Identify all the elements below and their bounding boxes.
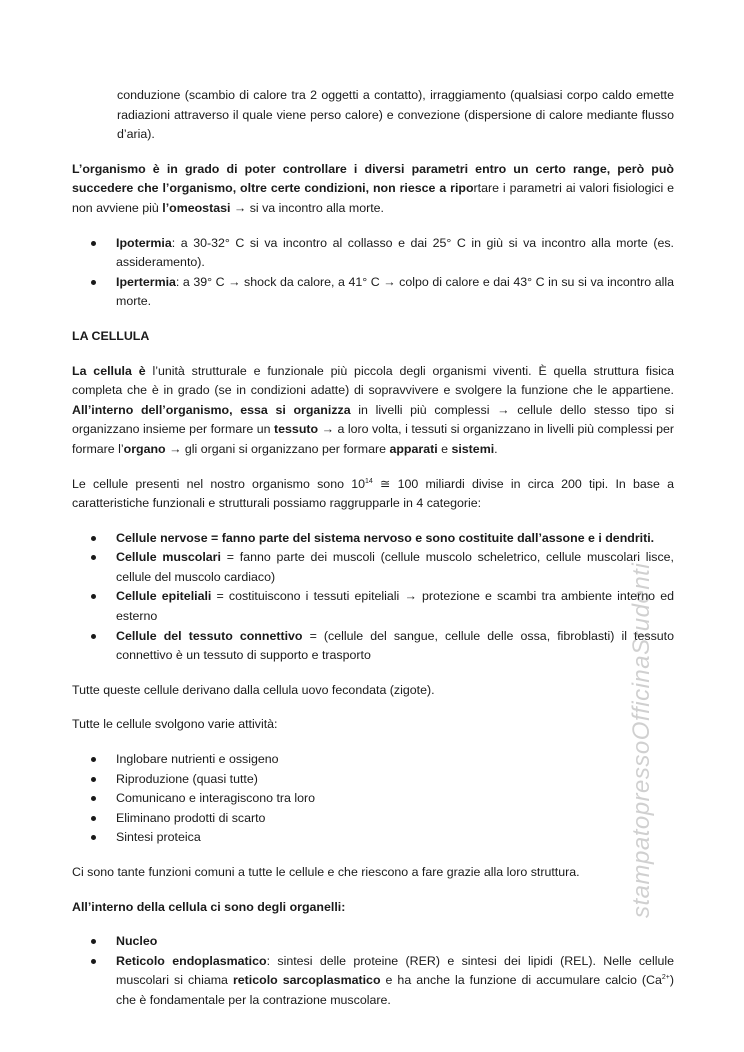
list-item-term: Cellule nervose xyxy=(116,530,208,545)
list-item-text: = fanno parte dei muscoli (cellule muscolo scheletrico, cellule muscolari lisce, cellule del muscolo cardiaco) xyxy=(116,550,674,584)
list-item xyxy=(72,789,674,809)
bullet-icon xyxy=(91,536,96,541)
list-item xyxy=(72,529,674,549)
cell-bold-6: sistemi xyxy=(451,441,495,456)
reticulum-text-3: ) che è fondamentale per la contrazione muscolare. xyxy=(116,973,674,1007)
homeostasis-text: rtare i parametri ai valori fisiologici e non avviene più xyxy=(72,181,674,215)
cell-text-3: → a loro volta, i tessuti si organizzano in livelli più complessi per formare l’ xyxy=(72,422,675,456)
list-item-term: Ipotermia xyxy=(116,235,172,250)
homeostasis-tail: → si va incontro alla morte. xyxy=(230,200,385,215)
cell-definition-paragraph xyxy=(72,362,674,460)
list-item-text: Eliminano prodotti di scarto xyxy=(116,810,266,825)
bullet-icon xyxy=(91,777,96,782)
list-item-text: = (cellule del sangue, cellule delle ossa, fibroblasti) il tessuto connettivo è un tessuto di supporto e trasporto xyxy=(116,628,675,663)
cell-text-5: e xyxy=(437,441,452,456)
bullet-icon xyxy=(91,241,96,246)
list-item xyxy=(72,750,674,770)
count-text-after: ≅ 100 miliardi divise in circa 200 tipi. In base a caratteristiche funzionali e strutturali possiamo raggrupparle in 4 categorie: xyxy=(72,476,674,511)
reticulum-text-2: e ha anche la funzione di accumulare calcio (Ca xyxy=(380,973,662,988)
list-item xyxy=(72,587,674,626)
list-item-text: : a 39° C → shock da calore, a 41° C → colpo di calore e dai 43° C in su si va incontro alla morte. xyxy=(116,274,674,309)
reticulum-text-1: : sintesi delle proteine (RER) e sintesi dei lipidi (REL). Nelle cellule muscolari si chiama xyxy=(116,953,674,988)
list-item xyxy=(72,809,674,829)
list-item-text: = fanno parte del sistema nervoso e sono costituite dall’assone e i dendriti. xyxy=(207,530,655,545)
cell-text-6: . xyxy=(494,441,498,456)
cell-bold-5: apparati xyxy=(389,441,438,456)
activities-intro: Tutte le cellule svolgono varie attività: xyxy=(72,717,278,732)
watermark: stampatopressoOfficinaStudenti xyxy=(628,562,655,918)
list-item-term: Ipertermia xyxy=(116,274,176,289)
document-page xyxy=(72,86,674,1011)
bullet-icon xyxy=(91,594,96,599)
list-item-term: Cellule epiteliali xyxy=(116,589,212,604)
bullet-icon xyxy=(91,280,96,285)
list-item-text: Comunicano e interagiscono tra loro xyxy=(116,791,316,806)
bullet-icon xyxy=(91,634,96,639)
bullet-icon xyxy=(91,796,96,801)
bullet-icon xyxy=(91,816,96,821)
common-functions-sentence: Ci sono tante funzioni comuni a tutte le cellule e che riescono a fare grazie alla loro struttura. xyxy=(72,865,580,879)
list-item xyxy=(72,932,674,952)
list-item-text: = costituiscono i tessuti epiteliali → protezione e scambi tra ambiente interno ed esterno xyxy=(116,589,674,624)
bullet-icon xyxy=(91,959,96,964)
section-title: LA CELLULA xyxy=(72,328,150,343)
bullet-icon xyxy=(91,939,96,944)
organelles-list xyxy=(72,932,674,1010)
list-item-text: : a 30-32° C si va incontro al collasso e dai 25° C in giù si va incontro alla morte (es. assideramento). xyxy=(116,235,674,270)
cell-categories-list xyxy=(72,529,674,666)
list-item-term: Reticolo endoplasmatico xyxy=(116,953,267,968)
cell-count-paragraph xyxy=(72,475,674,514)
list-item-term: Cellule del tessuto connettivo xyxy=(116,628,303,643)
list-item xyxy=(72,770,674,790)
list-item-text: Riproduzione (quasi tutte) xyxy=(116,771,258,786)
cell-bold-3: tessuto xyxy=(274,422,319,437)
activities-list xyxy=(72,750,674,848)
count-text-before: Le cellule presenti nel nostro organismo sono 10 xyxy=(72,476,365,491)
cell-text-2: in livelli più complessi → cellule dello stesso tipo si organizzano insieme per formare un xyxy=(72,402,674,437)
list-item-term: Nucleo xyxy=(116,934,158,949)
bullet-icon xyxy=(91,757,96,762)
list-item xyxy=(72,627,674,666)
cell-bold-4: organo xyxy=(123,441,166,456)
temperature-list xyxy=(72,234,674,312)
cell-text-4: → gli organi si organizzano per formare xyxy=(165,441,390,456)
organelles-intro: All’interno della cellula ci sono degli organelli: xyxy=(72,899,346,914)
heat-exchange-paragraph: conduzione (scambio di calore tra 2 oggetti a contatto), irraggiamento (qualsiasi corpo caldo emette radiazioni attraverso il quale viene perso calore) e convezione (dispersione di calore mediante flusso d’aria). xyxy=(117,88,674,142)
homeostasis-paragraph xyxy=(72,160,674,219)
bullet-icon xyxy=(91,835,96,840)
list-item xyxy=(72,273,674,312)
cell-text-1: l’unità strutturale e funzionale più piccola degli organismi viventi. È quella struttura fisica completa che è in grado (se in condizioni adatte) di sopravvivere e svolgere la funzione che le appartiene. xyxy=(72,363,674,398)
list-item-text: Inglobare nutrienti e ossigeno xyxy=(116,752,279,767)
homeostasis-bold: L’organismo è in grado di poter controllare i diversi parametri entro un certo range, però può succedere che l’organismo, oltre certe condizioni, non riesce a ripo xyxy=(72,161,674,196)
homeostasis-term: l’omeostasi xyxy=(162,200,231,215)
list-item xyxy=(72,234,674,273)
list-item-text: Sintesi proteica xyxy=(116,830,201,845)
calcium-superscript: 2+ xyxy=(661,974,670,982)
list-item xyxy=(72,952,674,1011)
cell-bold-2: All’interno dell’organismo, essa si organizza xyxy=(72,402,351,417)
list-item xyxy=(72,548,674,587)
cell-bold-1: La cellula è xyxy=(72,363,146,378)
list-item xyxy=(72,828,674,848)
list-item-term: Cellule muscolari xyxy=(116,550,221,565)
reticulum-bold-2: reticolo sarcoplasmatico xyxy=(232,973,381,988)
bullet-icon xyxy=(91,555,96,560)
count-exponent: 14 xyxy=(364,477,373,485)
zygote-sentence: Tutte queste cellule derivano dalla cellula uovo fecondata (zigote). xyxy=(72,682,435,697)
